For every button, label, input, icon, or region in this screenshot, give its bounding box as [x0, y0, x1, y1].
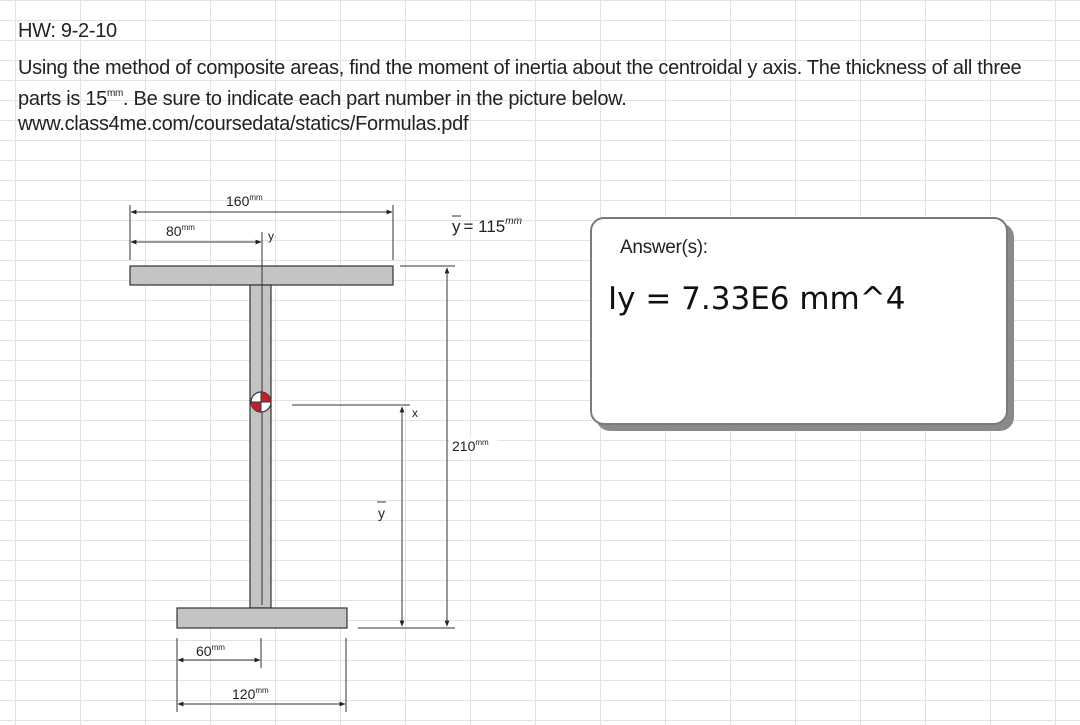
bottom-flange: [177, 608, 347, 628]
problem-text-continued: . Be sure to indicate each part number in the picture below. www.class4me.com/coursedata/statics/Formulas.pdf: [18, 88, 627, 135]
answer-label: Answer(s):: [620, 237, 708, 258]
ybar-equation: $y = 115^{mm}$: [452, 216, 522, 236]
answer-value[interactable]: Iy = 7.33E6 mm^4: [608, 281, 906, 317]
centroid-icon: [251, 392, 271, 412]
answer-box: [590, 217, 1008, 425]
y-axis-label: y: [268, 229, 274, 243]
homework-title: HW: 9-2-10: [18, 20, 117, 42]
web: [250, 285, 271, 608]
dim-60-label: $60^{mm}$: [196, 643, 225, 659]
dim-80-label: $80^{mm}$: [166, 223, 195, 239]
problem-text: Using the method of composite areas, find the moment of inertia about the centroidal y axis. The thickness of all three parts is 15: [18, 57, 1022, 110]
ybar-side-label: y: [378, 505, 385, 521]
dim-160-label: $160^{mm}$: [226, 193, 263, 209]
dim-210-label: $210^{mm}$: [452, 438, 489, 454]
dim-120-label: $120^{mm}$: [232, 686, 269, 702]
x-axis-label: x: [412, 406, 418, 420]
thickness-unit: mm: [106, 88, 124, 99]
